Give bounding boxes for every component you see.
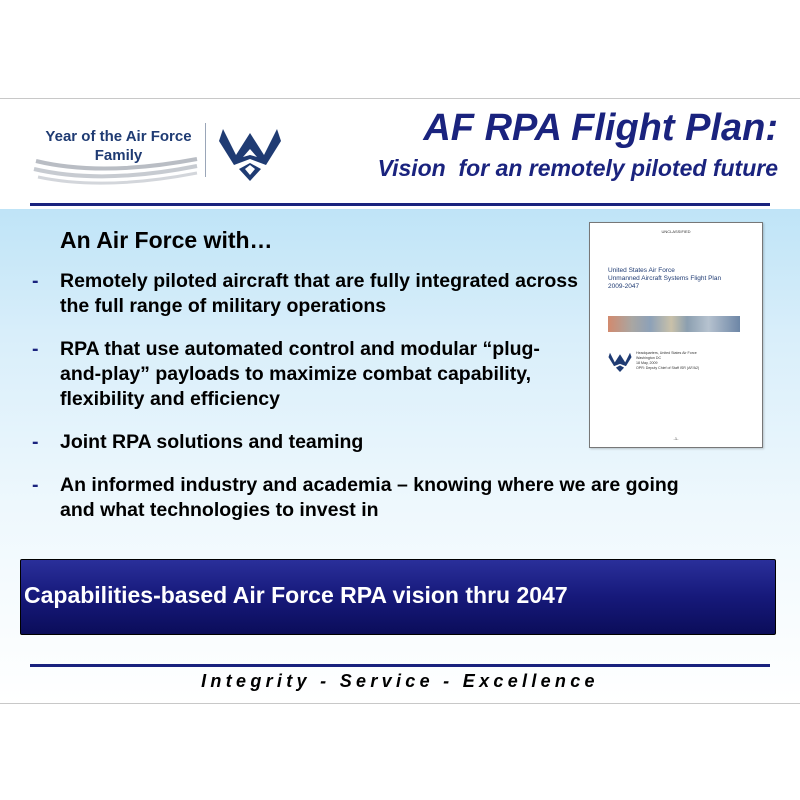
document-info-line1: Headquarters, United States Air Force — [636, 351, 697, 355]
document-info-line2: Washington DC — [636, 356, 662, 360]
bullet-dash: - — [32, 270, 39, 292]
list-item — [32, 430, 580, 455]
bullet-dash: - — [32, 431, 39, 453]
year-of-air-force-family-logo — [32, 119, 282, 191]
document-info — [636, 351, 746, 371]
document-photo-strip — [608, 316, 740, 332]
header-rule — [30, 203, 770, 206]
document-title-line1: United States Air Force — [608, 267, 675, 274]
slide-header — [0, 99, 800, 209]
swoosh-icon — [32, 155, 202, 187]
logo-text-line1: Year of the Air Force — [45, 128, 192, 145]
bullet-text: RPA that use automated control and modular “plug-and-play” payloads to maximize combat capability, flexibility and efficiency — [60, 338, 540, 410]
logo-divider — [205, 123, 206, 177]
list-item — [32, 473, 700, 523]
bullet-dash: - — [32, 474, 39, 496]
footer-rule — [30, 664, 770, 667]
bullet-dash: - — [32, 338, 39, 360]
footer-motto: Integrity - Service - Excellence — [201, 671, 599, 691]
document-title-line3: 2009-2047 — [608, 283, 640, 290]
page-subtitle: Vision for an remotely piloted future — [377, 155, 778, 181]
document-classification: UNCLASSIFIED — [661, 229, 691, 234]
lead-text: An Air Force with… — [60, 227, 273, 253]
list-item — [32, 269, 580, 319]
bullet-text: Joint RPA solutions and teaming — [60, 431, 364, 453]
air-force-symbol-icon — [215, 125, 285, 183]
flight-plan-document-thumbnail — [589, 222, 763, 448]
logo-text-line2: Family — [94, 147, 143, 164]
list-item — [32, 337, 580, 412]
document-title — [608, 267, 748, 291]
air-force-symbol-icon — [607, 351, 633, 373]
bullet-text: Remotely piloted aircraft that are fully integrated across the full range of military operations — [60, 270, 578, 317]
bullet-text: An informed industry and academia – knowing where we are going and what technologies to invest in — [60, 474, 679, 521]
vision-banner — [20, 559, 776, 635]
document-info-line4: OPR: Deputy Chief of Staff ISR (AF/A2) — [636, 366, 700, 370]
document-page-number: -1- — [673, 436, 679, 441]
slide — [0, 98, 800, 704]
page-title: AF RPA Flight Plan: — [423, 107, 778, 149]
document-info-line3: 18 May, 2009 — [636, 361, 658, 365]
banner-text: Capabilities-based Air Force RPA vision thru 2047 — [24, 582, 568, 608]
document-title-line2: Unmanned Aircraft Systems Flight Plan — [608, 275, 722, 282]
